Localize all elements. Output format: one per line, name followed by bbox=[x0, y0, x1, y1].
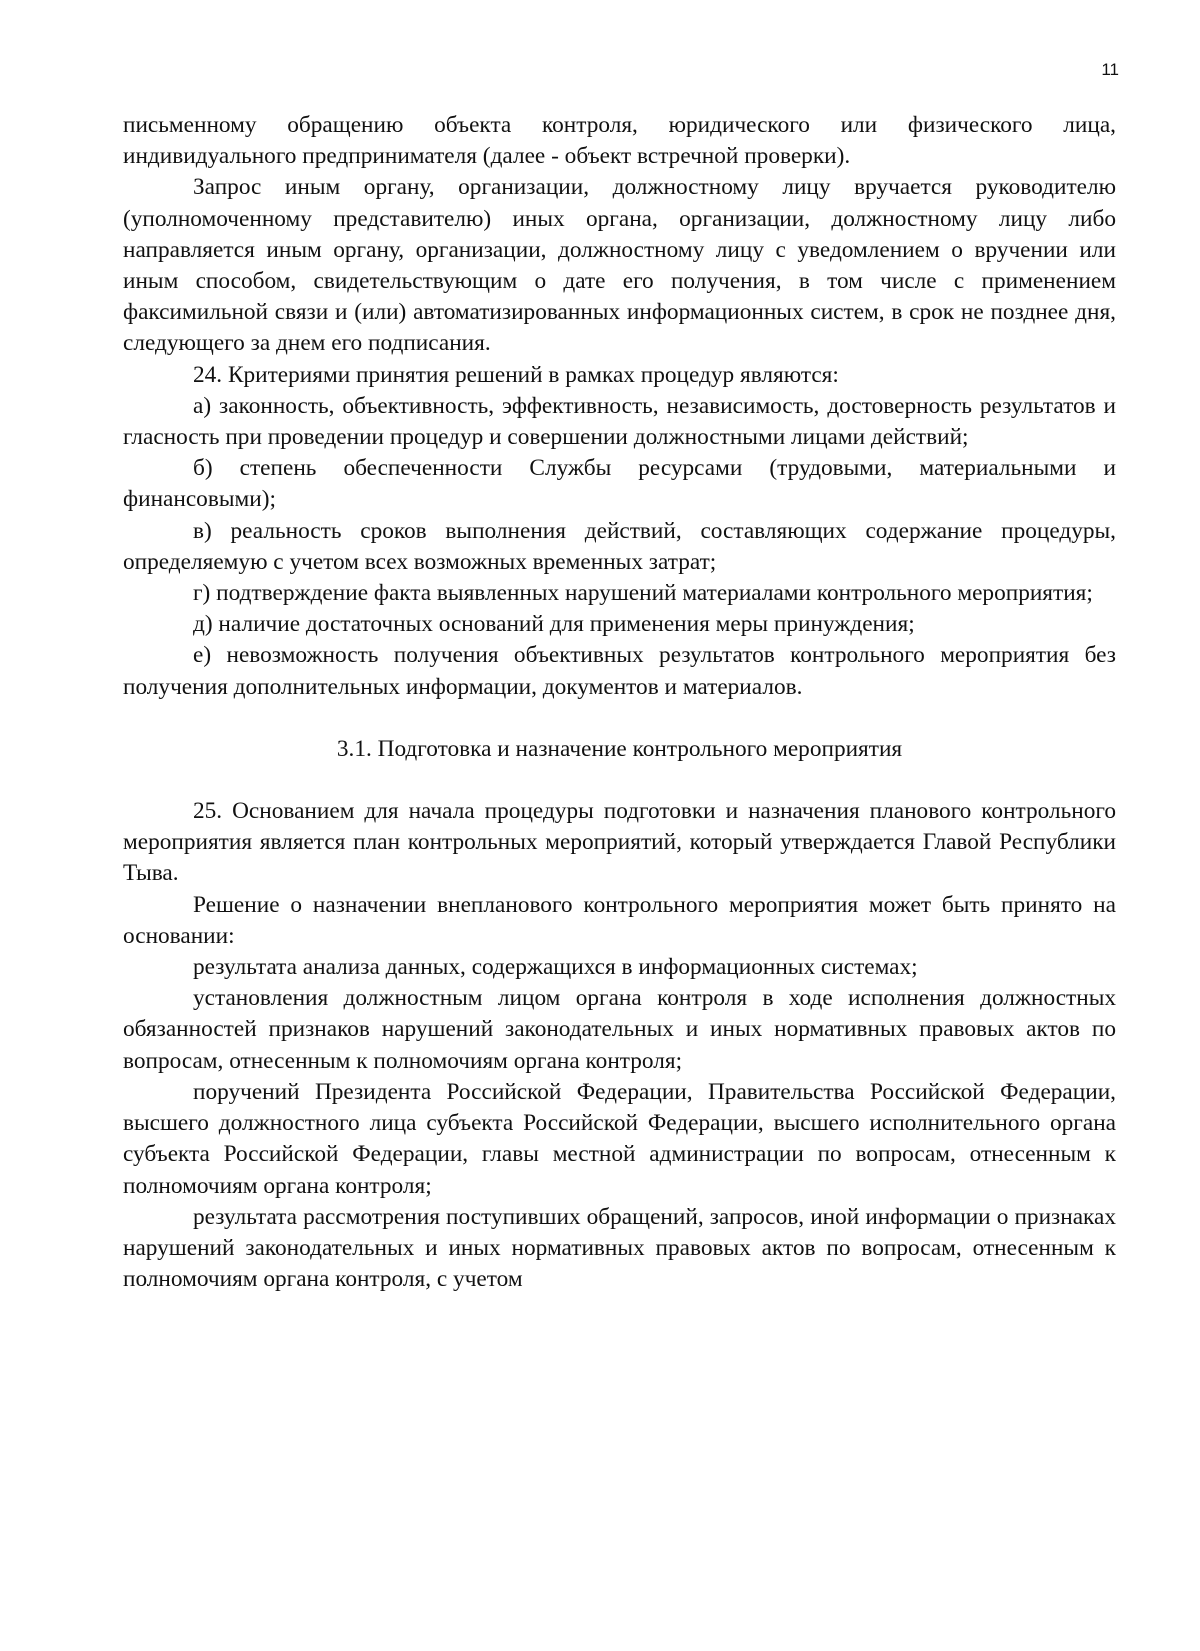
basis-item-official-findings: установления должностным лицом органа контроля в ходе исполнения должностных обязанностей признаков нарушений законодательных и иных нормативных правовых актов по вопросам, отнесенным к полномочиям органа контроля; bbox=[123, 985, 1116, 1074]
document-body bbox=[123, 110, 1116, 1295]
basis-item-appeals: результата рассмотрения поступивших обращений, запросов, иной информации о признаках нарушений законодательных и иных нормативных правовых актов по вопросам, отнесенным к полномочиям органа контроля, с учетом bbox=[123, 1203, 1116, 1293]
paragraph-criteria-intro: 24. Критериями принятия решений в рамках процедур являются: bbox=[193, 361, 839, 388]
criteria-item-b: б) степень обеспеченности Службы ресурсами (трудовыми, материальными и финансовыми); bbox=[123, 455, 1116, 513]
criteria-item-d: д) наличие достаточных оснований для применения меры принуждения; bbox=[193, 611, 915, 638]
paragraph-unplanned-decision: Решение о назначении внепланового контрольного мероприятия может быть принято на основании: bbox=[123, 891, 1116, 949]
section-heading: 3.1. Подготовка и назначение контрольного мероприятия bbox=[336, 735, 903, 762]
paragraph-continuation: письменному обращению объекта контроля, юридического или физического лица, индивидуального предпринимателя (далее - объект встречной проверки). bbox=[123, 112, 1116, 170]
criteria-item-a: а) законность, объективность, эффективность, независимость, достоверность результатов и гласность при проведении процедур и совершении должностными лицами действий; bbox=[123, 392, 1116, 451]
criteria-item-g: г) подтверждение факта выявленных нарушений материалами контрольного мероприятия; bbox=[193, 580, 1093, 607]
criteria-item-v: в) реальность сроков выполнения действий, составляющих содержание процедуры, определяемую с учетом всех возможных временных затрат; bbox=[123, 517, 1116, 575]
paragraph-request-delivery: Запрос иным органу, организации, должностному лицу вручается руководителю (уполномоченному представителю) иных органа, организации, должностному лицу либо направляется иным органу, организации, должностному лицу с уведомлением о вручении или иным способом, свидетельствующим о дате его получения, в том числе с применением факсимильной связи и (или) автоматизированных информационных систем, в срок не позднее дня, следующего за днем его подписания. bbox=[123, 174, 1116, 357]
basis-item-instructions: поручений Президента Российской Федерации, Правительства Российской Федерации, высшего должностного лица субъекта Российской Федерации, высшего исполнительного органа субъекта Российской Федерации, главы местной администрации по вопросам, отнесенным к полномочиям органа контроля; bbox=[123, 1078, 1116, 1199]
basis-item-analysis: результата анализа данных, содержащихся в информационных системах; bbox=[193, 954, 918, 981]
criteria-item-e: е) невозможность получения объективных результатов контрольного мероприятия без получения дополнительных информации, документов и материалов. bbox=[123, 642, 1116, 700]
page-number: 11 bbox=[1101, 60, 1119, 79]
paragraph-25: 25. Основанием для начала процедуры подготовки и назначения планового контрольного мероприятия является план контрольных мероприятий, который утверждается Главой Республики Тыва. bbox=[123, 798, 1116, 887]
